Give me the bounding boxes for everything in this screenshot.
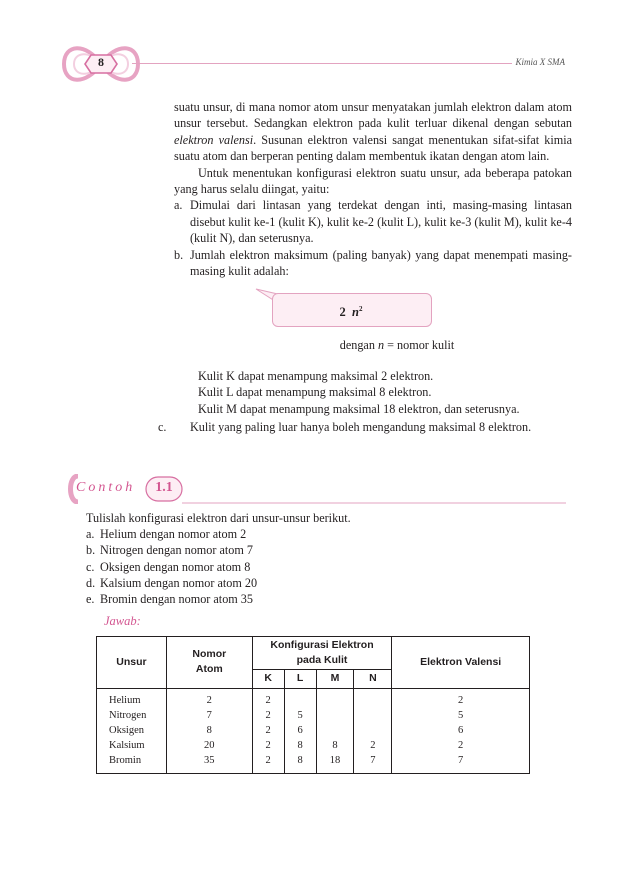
running-head: Kimia X SMA (512, 57, 566, 67)
page-number: 8 (98, 55, 104, 69)
header-rule (132, 63, 558, 64)
rule-item-a: a. Dimulai dari lintasan yang terdekat dengan inti, masing-masing lintasan disebut kulit ke-1 (kulit K), kulit ke-2 (kulit L), kulit ke-3 (kulit M), kulit ke-4 (kulit N), dan seterusnya. (174, 198, 572, 246)
intro-paragraph: suatu unsur, di mana nomor atom unsur menyatakan jumlah elektron dalam atom unsur tersebut. Sedangkan elektron pada kulit terluar dikenal dengan sebutan elektron valensi. Susunan elektron valensi sangat menentukan sifat-sifat kimia suatu atom dan berperan penting dalam membentuk ikatan dengan atom lain. (174, 100, 572, 164)
rules-paragraph: Untuk menentukan konfigurasi elektron suatu unsur, ada beberapa patokan yang harus selalu diingat, yaitu: (174, 165, 572, 197)
shell-l-line: Kulit L dapat menampung maksimal 8 elektron. (198, 385, 432, 400)
body-text (158, 99, 572, 436)
shell-k-line: Kulit K dapat menampung maksimal 2 elektron. (198, 368, 434, 383)
contoh-heading (66, 474, 566, 504)
rule-item-c: c. Kulit yang paling luar hanya boleh mengandung maksimal 8 elektron. (158, 420, 532, 435)
col-shell-l: 5 6 8 8 (284, 688, 316, 773)
rule-item-b: b. Jumlah elektron maksimum (paling banyak) yang dapat menempati masing-masing kulit adalah: (174, 247, 572, 279)
exercise-item-e: e. Bromin dengan nomor atom 35 (86, 592, 253, 607)
header-unsur: Unsur (97, 637, 167, 689)
electron-configuration-table (96, 636, 530, 774)
header-konfigurasi: Konfigurasi Elektron pada Kulit (252, 637, 392, 670)
contoh-banner-shape (66, 474, 566, 504)
col-shell-n: 2 7 (354, 688, 392, 773)
header-shell-n: N (354, 670, 392, 688)
header-nomor-atom: Nomor Atom (166, 637, 252, 689)
exercise-item-c: c. Oksigen dengan nomor atom 8 (86, 559, 251, 574)
exercise-prompt: Tulislah konfigurasi elektron dari unsur-unsur berikut. (86, 511, 351, 525)
contoh-label: Contoh (76, 480, 136, 495)
jawab-label: Jawab: (104, 614, 141, 628)
header-elektron-valensi: Elektron Valensi (392, 637, 530, 689)
contoh-number: 1.1 (155, 480, 173, 495)
term-elektron-valensi: elektron valensi (174, 132, 254, 147)
exercise (86, 510, 566, 607)
header-shell-m: M (316, 670, 354, 688)
header-shell-l: L (284, 670, 316, 688)
col-elektron-valensi: 2 5 6 2 7 (392, 688, 530, 773)
col-nomor-atom: 2 7 8 20 35 (166, 688, 252, 773)
header-shell-k: K (252, 670, 284, 688)
col-unsur: Helium Nitrogen Oksigen Kalsium Bromin (97, 688, 167, 773)
shell-m-line: Kulit M dapat menampung maksimal 18 elektron, dan seterusnya. (198, 401, 520, 416)
shell-capacity-list (198, 368, 572, 417)
col-shell-m: 8 18 (316, 688, 354, 773)
col-shell-k: 2 2 2 2 2 (252, 688, 284, 773)
exercise-item-a: a. Helium dengan nomor atom 2 (86, 527, 247, 542)
exercise-item-b: b. Nitrogen dengan nomor atom 7 (86, 543, 253, 558)
exercise-item-d: d. Kalsium dengan nomor atom 20 (86, 575, 258, 590)
formula-legend: dengan n = nomor kulit (339, 338, 455, 353)
formula-callout (174, 285, 572, 327)
formula-2n2: 2 $n^2$ (339, 305, 363, 320)
